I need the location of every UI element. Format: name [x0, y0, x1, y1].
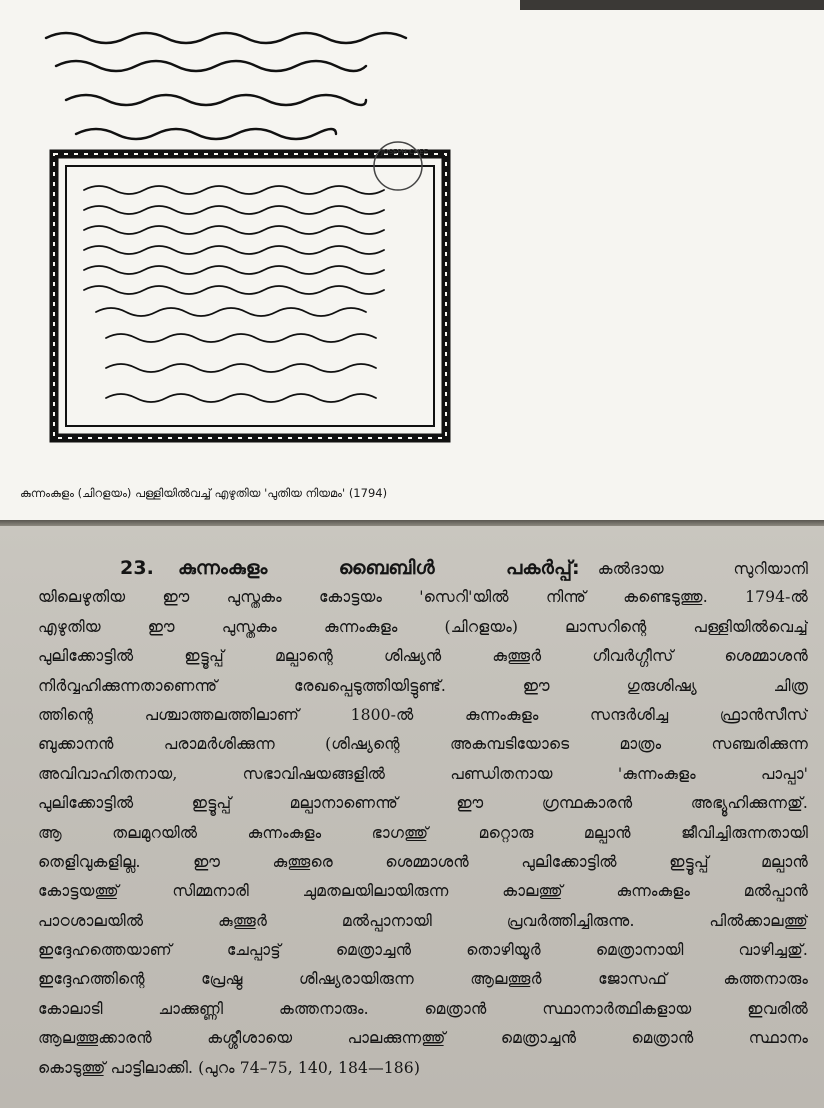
text-line: കോലാടി ചാക്കുണ്ണി കത്തനാരും. മെത്രാൻ സ്ഥാനാർത്ഥികളായ ഇവരിൽ	[38, 999, 808, 1018]
text-line: പാഠശാലയിൽ കുത്തൂർ മൽപ്പാനായി പ്രവർത്തിച്ചിരുന്നു. പിൽക്കാലത്തു്	[38, 911, 808, 930]
text-line: ഇദ്ദേഹത്തിന്റെ പ്രേഷ്ഠ ശിഷ്യരായിരുന്ന ആലത്തൂർ ജോസഫ് കത്തനാരും	[38, 970, 808, 989]
text-line: ബുക്കാനൻ പരാമർശിക്കുന്ന (ശിഷ്യന്റെ അകമ്പടിയോടെ മാത്രം സഞ്ചരിക്കുന്ന	[38, 735, 808, 754]
text-line: യിലെഴുതിയ ഈ പുസ്തകം കോട്ടയം 'സെറി'യിൽ നിന്നു് കണ്ടെടുത്തു. 1794-ൽ	[38, 588, 808, 607]
text-line: കൽദായ സുറിയാനി	[597, 560, 808, 578]
text-line: പുലിക്കോട്ടിൽ ഇട്ടൂപ്പ് മല്പാനാണെന്നു് ഈ ഗ്രന്ഥകാരൻ അഭ്യൂഹിക്കുന്നതു്.	[38, 794, 808, 813]
text-line: ത്തിന്റെ പശ്ചാത്തലത്തിലാണ് 1800-ൽ കുന്നംകുളം സന്ദർശിച്ച ഫ്രാൻസീസ്	[38, 705, 808, 724]
text-line: നിർവ്വഹിക്കുന്നതാണെന്നു് രേഖപ്പെടുത്തിയിട്ടുണ്ട്. ഈ ഗുരുശിഷ്യ ചിത്ര	[38, 676, 808, 695]
stamp-text: JOSEPH CHEE	[381, 148, 429, 156]
text-line: പുലിക്കോട്ടിൽ ഇട്ടൂപ്പ് മല്പാന്റെ ശിഷ്യൻ കുത്തൂർ ഗീവർഗ്ഗീസ് ശെമ്മാശൻ	[38, 647, 808, 666]
text-line: ആ തലമുറയിൽ കുന്നംകുളം ഭാഗത്തു് മറ്റൊരു മല്പാൻ ജീവിച്ചിരുന്നതായി	[38, 823, 808, 842]
section-first-line	[38, 554, 808, 583]
text-line: ഇദ്ദേഹത്തെയാണ് ചേപ്പാട്ട് മെത്രാച്ചൻ തൊഴിയൂർ മെത്രാനായി വാഴിച്ചതു്.	[38, 941, 808, 960]
text-line: ആലത്തൂക്കാരൻ കശ്ശീശായെ പാലക്കുന്നത്തു് മെത്രാച്ചൻ മെത്രാൻ സ്ഥാനം	[38, 1029, 808, 1048]
figure-caption: കുന്നംകുളം (ചിറളയം) പള്ളിയിൽവച്ച് എഴുതിയ 'പുതിയ നിയമം' (1794)	[20, 486, 388, 500]
text-line: എഴുതിയ ഈ പുസ്തകം കുന്നംകുളം (ചിറളയം) ലാസറിന്റെ പള്ളിയിൽവെച്ച്	[38, 617, 808, 636]
text-line: അവിവാഹിതനായ, സഭാവിഷയങ്ങളിൽ പണ്ഡിതനായ 'കുന്നംകുളം പാപ്പാ'	[38, 764, 808, 783]
text-line: കോട്ടയത്തു് സിമ്മനാരി ചുമതലയിലായിരുന്ന കാലത്തു് കുന്നംകുളം മൽപ്പാൻ	[38, 882, 808, 901]
section-text	[38, 554, 808, 1083]
section-number: 23.	[120, 557, 154, 579]
section-heading: കുന്നംകുളം ബൈബിൾ പകർപ്പ്:	[177, 557, 580, 579]
scan-edge	[520, 0, 824, 10]
text-line: കൊടുത്തു് പാട്ടിലാക്കി. (പുറം 74–75, 140, 184—186)	[38, 1058, 421, 1077]
text-line: തെളിവുകളില്ല. ഈ കുത്തൂരെ ശെമ്മാശൻ പുലിക്കോട്ടിൽ ഇട്ടൂപ്പ് മല്പാൻ	[38, 852, 808, 871]
syriac-manuscript-image	[36, 8, 456, 448]
